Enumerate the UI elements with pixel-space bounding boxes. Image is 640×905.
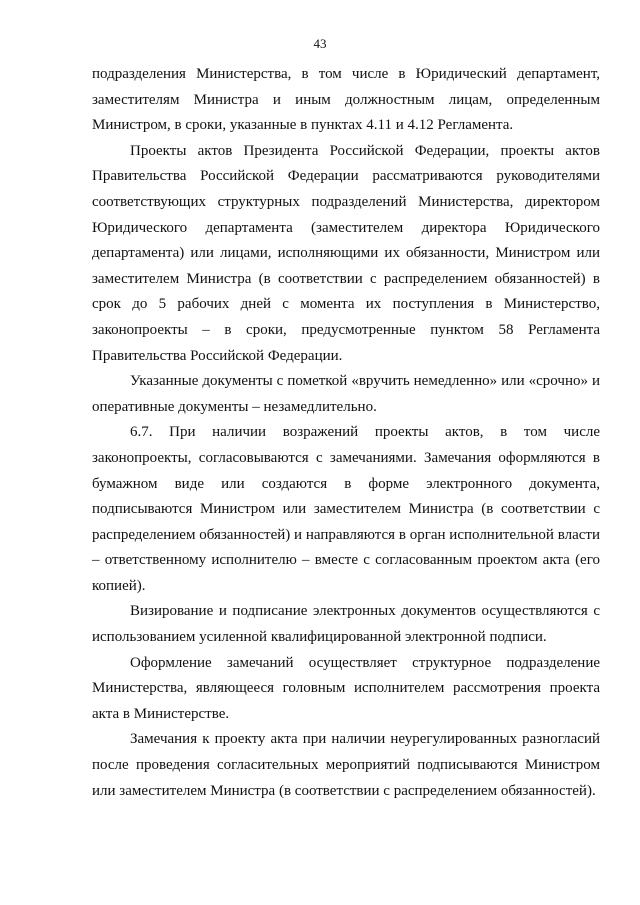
paragraph-continuation: подразделения Министерства, в том числе в Юридический департамент, заместителям Министра и иным должностным лицам, определенным Министром, в сроки, указанные в пунктах 4.11 и 4.12 Регламента. xyxy=(92,66,600,134)
paragraph-electronic-signature: Визирование и подписание электронных документов осуществляются с использованием усиленной квалифицированной электронной подписи. xyxy=(92,603,600,646)
paragraph-section-6-7: 6.7. При наличии возражений проекты актов, в том числе законопроекты, согласовываются с замечаниями. Замечания оформляются в бумажном виде или создаются в форме электронного документа, подписываются Министром или заместителем Министра (в соответствии с распределением обязанностей) и направляются в орган исполнительной власти – ответственному исполнителю – вместе с согласованным проектом акта (его копией). xyxy=(92,424,600,594)
paragraph-remarks-signing: Замечания к проекту акта при наличии неурегулированных разногласий после проведения согласительных мероприятий подписываются Министром или заместителем Министра (в соответствии с распределением обязанностей). xyxy=(92,731,600,799)
page-number: 43 xyxy=(313,36,327,51)
paragraph-remarks-preparation: Оформление замечаний осуществляет структурное подразделение Министерства, являющееся головным исполнителем рассмотрения проекта акта в Министерстве. xyxy=(92,654,600,722)
document-body xyxy=(92,62,600,804)
paragraph-draft-acts-review: Проекты актов Президента Российской Федерации, проекты актов Правительства Российской Федерации рассматриваются руководителями соответствующих структурных подразделений Министерства, директором Юридического департамента (заместителем директора Юридического департамента) или лицами, исполняющими их обязанности, Министром или заместителем Министра (в соответствии с распределением обязанностей) в срок до 5 рабочих дней с момента их поступления в Министерство, законопроекты – в сроки, предусмотренные пунктом 58 Регламента Правительства Российской Федерации. xyxy=(92,142,600,364)
paragraph-urgent-documents: Указанные документы с пометкой «вручить немедленно» или «срочно» и оперативные документы – незамедлительно. xyxy=(92,373,600,415)
